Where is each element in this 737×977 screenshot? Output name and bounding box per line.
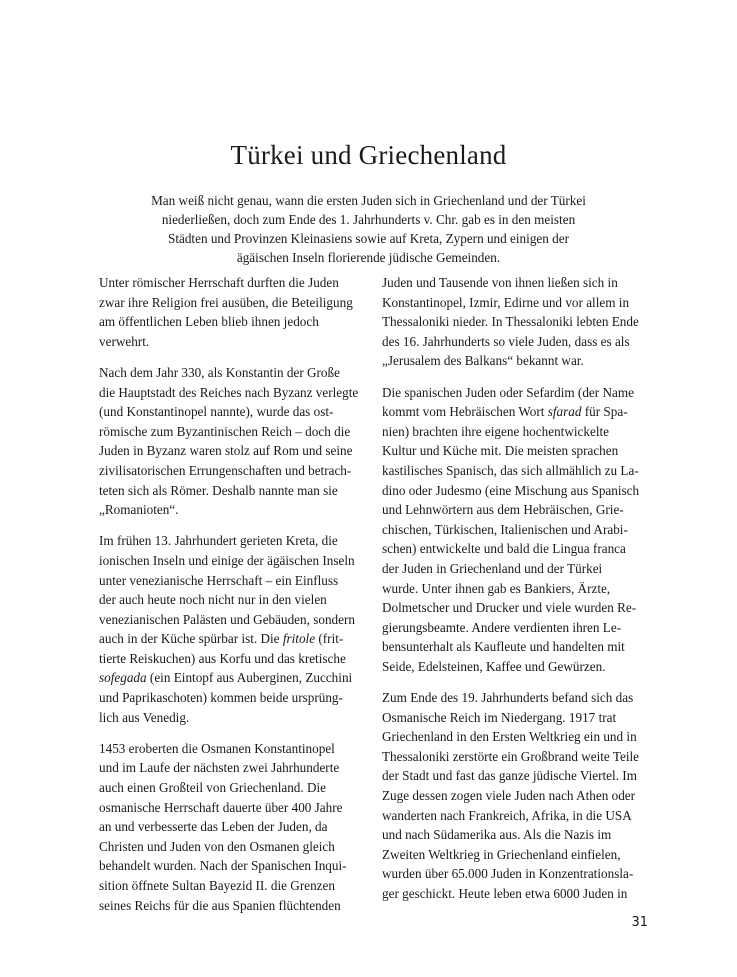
page-title: Türkei und Griechenland: [230, 140, 507, 170]
text-line: auch einen Großteil von Griechenland. Die: [99, 780, 327, 796]
text-line: sofegada (ein Eintopf aus Auberginen, Zucchini: [99, 670, 353, 686]
text-line: Im frühen 13. Jahrhundert gerieten Kreta, die: [99, 533, 338, 549]
body-paragraph: [99, 273, 361, 351]
text-line: Griechenland in den Ersten Weltkrieg ein und in: [382, 729, 637, 745]
text-line: des 16. Jahrhunderts so viele Juden, dass es als: [382, 333, 630, 349]
text-line: kastilisches Spanisch, das sich allmählich zu La-: [382, 462, 639, 478]
text-line: Kultur und Küche mit. Die meisten sprachen: [382, 443, 619, 459]
text-line: ionischen Inseln und einige der ägäischen Inseln: [99, 552, 355, 568]
text-line: Christen und Juden von den Osmanen gleich: [99, 838, 335, 854]
text-line: zwar ihre Religion frei ausüben, die Beteiligung: [99, 294, 353, 310]
text-line: schen) entwickelte und bald die Lingua franca: [382, 541, 626, 557]
text-line: Konstantinopel, Izmir, Edirne und vor allem in: [382, 294, 630, 310]
text-line: Juden und Tausende von ihnen ließen sich in: [382, 275, 618, 290]
text-line: Osmanische Reich im Niedergang. 1917 trat: [382, 709, 617, 725]
text-line: tierte Reiskuchen) aus Korfu und das kretische: [99, 650, 346, 666]
text-line: verwehrt.: [99, 333, 150, 349]
text-line: ger geschickt. Heute leben etwa 6000 Juden in: [382, 886, 628, 901]
left-column: [99, 273, 361, 927]
text-line: Thessaloniki nieder. In Thessaloniki lebten Ende: [382, 314, 639, 330]
text-line: chischen, Türkischen, Italienischen und Arabi-: [382, 521, 628, 537]
body-paragraph: [382, 383, 644, 677]
text-line: Nach dem Jahr 330, als Konstantin der Große: [99, 364, 340, 380]
text-line: 1453 eroberten die Osmanen Konstantinopel: [99, 740, 335, 756]
text-line: der Stadt und fast das ganze jüdische Viertel. Im: [382, 768, 637, 784]
body-paragraph: [99, 739, 361, 915]
text-line: der auch heute noch nicht nur in den vielen: [99, 592, 327, 608]
text-line: venezianischen Palästen und Gebäuden, sondern: [99, 611, 355, 627]
text-line: „Jerusalem des Balkans“ bekannt war.: [382, 353, 584, 369]
text-line: lich aus Venedig.: [99, 709, 190, 725]
text-line: seines Reichs für die aus Spanien flüchtenden: [99, 897, 341, 913]
text-line: Unter römischer Herrschaft durften die Juden: [99, 275, 339, 290]
text-line: an und verbesserte das Leben der Juden, da: [99, 819, 328, 835]
text-line: unter venezianische Herrschaft – ein Einfluss: [99, 572, 339, 588]
text-line: Zum Ende des 19. Jahrhunderts befand sich das: [382, 690, 634, 706]
body-paragraph: [382, 273, 644, 371]
text-line: zivilisatorischen Errungenschaften und betrach-: [99, 462, 352, 478]
text-line: Die spanischen Juden oder Sefardim (der Name: [382, 384, 634, 400]
text-line: Zweiten Weltkrieg in Griechenland einfielen,: [382, 846, 621, 862]
text-line: (und Konstantinopel nannte), wurde das ost-: [99, 404, 334, 420]
text-line: die Hauptstadt des Reiches nach Byzanz verlegte: [99, 384, 359, 400]
intro-line: Man weiß nicht genau, wann die ersten Juden sich in Griechenland und der Türkei: [151, 193, 586, 208]
text-line: auch in der Küche spürbar ist. Die fritole (frit-: [99, 631, 344, 647]
text-line: wanderten nach Frankreich, Afrika, in die USA: [382, 807, 632, 823]
text-line: römische zum Byzantinischen Reich – doch die: [99, 423, 351, 439]
text-line: wurde. Unter ihnen gab es Bankiers, Ärzte,: [382, 580, 611, 596]
text-line: behandelt wurden. Nach der Spanischen Inqui-: [99, 858, 347, 874]
intro-paragraph: [140, 191, 597, 267]
text-line: und Lehnwörtern aus dem Hebräischen, Grie-: [382, 502, 624, 518]
text-line: nien) brachten ihre eigene hochentwickelte: [382, 423, 610, 439]
text-line: kommt vom Hebräischen Wort sfarad für Spa-: [382, 404, 628, 420]
text-line: „Romanioten“.: [99, 502, 179, 518]
text-line: Seide, Edelsteinen, Kaffee und Gewürzen.: [382, 658, 606, 674]
text-line: Dolmetscher und Drucker und viele wurden Re-: [382, 600, 637, 616]
text-line: Zuge dessen zogen viele Juden nach Athen oder: [382, 788, 636, 804]
page-number: 31: [631, 915, 648, 930]
intro-line: niederließen, doch zum Ende des 1. Jahrhunderts v. Chr. gab es in den meisten: [161, 212, 576, 227]
text-line: Juden in Byzanz waren stolz auf Rom und seine: [99, 443, 353, 459]
text-line: am öffentlichen Leben blieb ihnen jedoch: [99, 314, 319, 330]
intro-line: Städten und Provinzen Kleinasiens sowie auf Kreta, Zypern und einigen der: [167, 231, 569, 246]
text-line: wurden über 65.000 Juden in Konzentrationsla-: [382, 866, 634, 882]
body-paragraph: [382, 688, 644, 904]
text-line: bensunterhalt als Kaufleute und handelten mit: [382, 639, 625, 655]
body-paragraph: [99, 531, 361, 727]
body-paragraph: [99, 363, 361, 520]
text-line: teten sich als Römer. Deshalb nannte man sie: [99, 482, 338, 498]
text-line: Thessaloniki zerstörte ein Großbrand weite Teile: [382, 748, 640, 764]
text-line: und nach Südamerika aus. Als die Nazis im: [382, 827, 612, 843]
text-line: der Juden in Griechenland und der Türkei: [382, 560, 603, 576]
text-line: sition öffnete Sultan Bayezid II. die Grenzen: [99, 878, 335, 893]
text-line: und im Laufe der nächsten zwei Jahrhunderte: [99, 760, 340, 776]
right-column: [382, 273, 644, 915]
text-line: gierungsbeamte. Andere verdienten ihren Le-: [382, 619, 622, 635]
text-line: und Paprikaschoten) kommen beide ursprüng-: [99, 690, 343, 706]
intro-line: ägäischen Inseln florierende jüdische Gemeinden.: [236, 250, 501, 265]
text-line: osmanische Herrschaft dauerte über 400 Jahre: [99, 799, 343, 815]
text-line: dino oder Judesmo (eine Mischung aus Spanisch: [382, 482, 640, 498]
